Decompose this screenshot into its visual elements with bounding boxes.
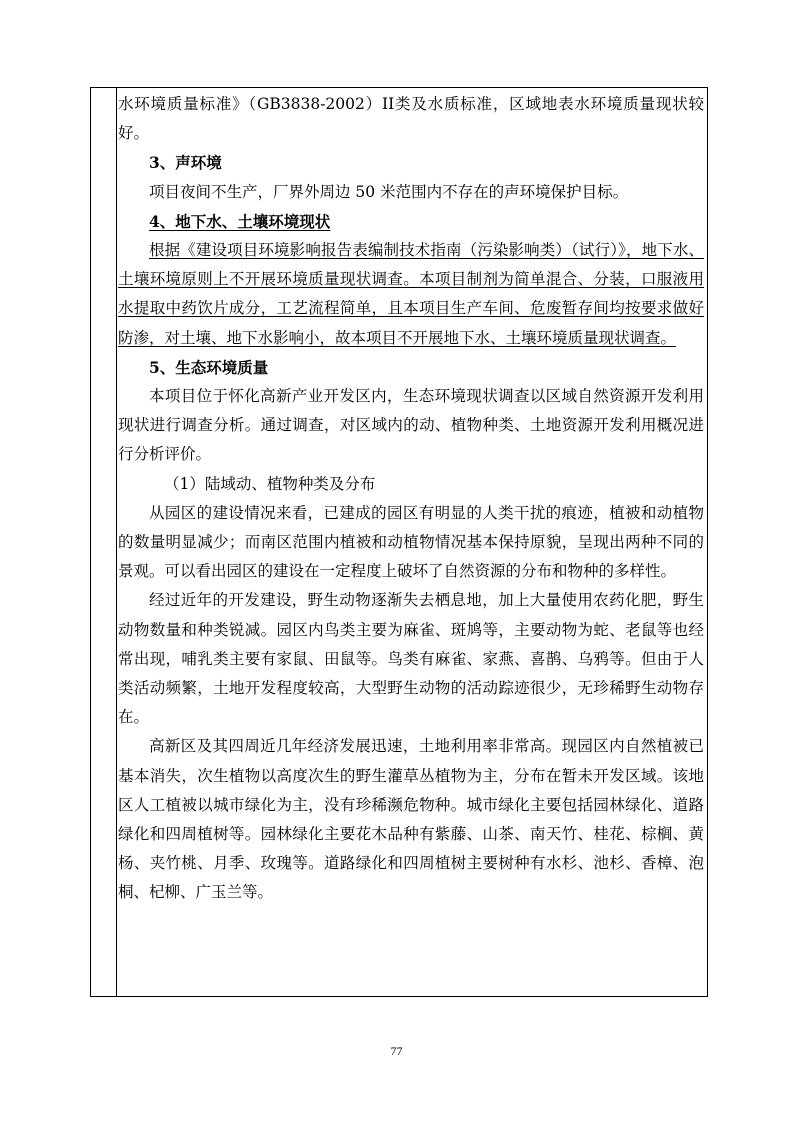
document-body: [118, 90, 704, 908]
paragraph-ecology-intro: 本项目位于怀化高新产业开发区内，生态环境现状调查以区域自然资源开发利用现状进行调查分析。通过调查，对区域内的动、植物种类、土地资源开发利用概况进行分析评价。: [118, 387, 704, 464]
page-number: 77: [390, 1044, 403, 1058]
paragraph-land-species-2: 经过近年的开发建设，野生动物逐渐失去栖息地，加上大量使用农药化肥，野生动物数量和种类锐减。园区内鸟类主要为麻雀、斑鸠等，主要动物为蛇、老鼠等也经常出现，哺乳类主要有家鼠、田鼠等。鸟类有麻雀、家燕、喜鹊、乌鸦等。但由于人类活动频繁，土地开发程度较高，大型野生动物的活动踪迹很少，无珍稀野生动物存在。: [118, 591, 704, 727]
left-column-divider: [116, 88, 117, 996]
paragraph-land-species-3: 高新区及其四周近几年经济发展迅速，土地利用率非常高。现园区内自然植被已基本消失，次生植物以高度次生的野生灌草丛植物为主，分布在暂未开发区域。该地区人工植被以城市绿化为主，没有珍稀濒危物种。城市绿化主要包括园林绿化、道路绿化和四周植树等。园林绿化主要花木品种有紫藤、山茶、南天竹、桂花、棕榈、黄杨、夹竹桃、月季、玫瑰等。道路绿化和四周植树主要树种有水杉、池杉、香樟、泡桐、杞柳、广玉兰等。: [118, 737, 704, 902]
paragraph-groundwater-soil: 根据《建设项目环境影响报告表编制技术指南（污染影响类）（试行）》，地下水、土壤环境原则上不开展环境质量现状调查。本项目制剂为简单混合、分装，口服液用水提取中药饮片成分，工艺流程简单，且本项目生产车间、危废暂存间均按要求做好防渗，对土壤、地下水影响小，故本项目不开展地下水、土壤环境质量现状调查。: [118, 241, 704, 347]
paragraph-land-species-1: 从园区的建设情况来看，已建成的园区有明显的人类干扰的痕迹，植被和动植物的数量明显减少；而南区范围内植被和动植物情况基本保持原貌，呈现出两种不同的景观。可以看出园区的建设在一定程度上破坏了自然资源的分布和物种的多样性。: [118, 503, 704, 581]
paragraph-noise-environment: 项目夜间不生产，厂界外周边 50 米范围内不存在的声环境保护目标。: [149, 182, 629, 201]
paragraph-water-standard: 水环境质量标准》（GB3838-2002）II类及水质标准，区域地表水环境质量现状较好。: [118, 95, 704, 143]
heading-ecology: 5、生态环境质量: [149, 357, 269, 377]
heading-land-species: （1）陆域动、植物种类及分布: [164, 474, 376, 493]
heading-noise-environment: 3、声环境: [149, 153, 222, 173]
heading-groundwater-soil: 4、地下水、土壤环境现状: [149, 211, 331, 231]
